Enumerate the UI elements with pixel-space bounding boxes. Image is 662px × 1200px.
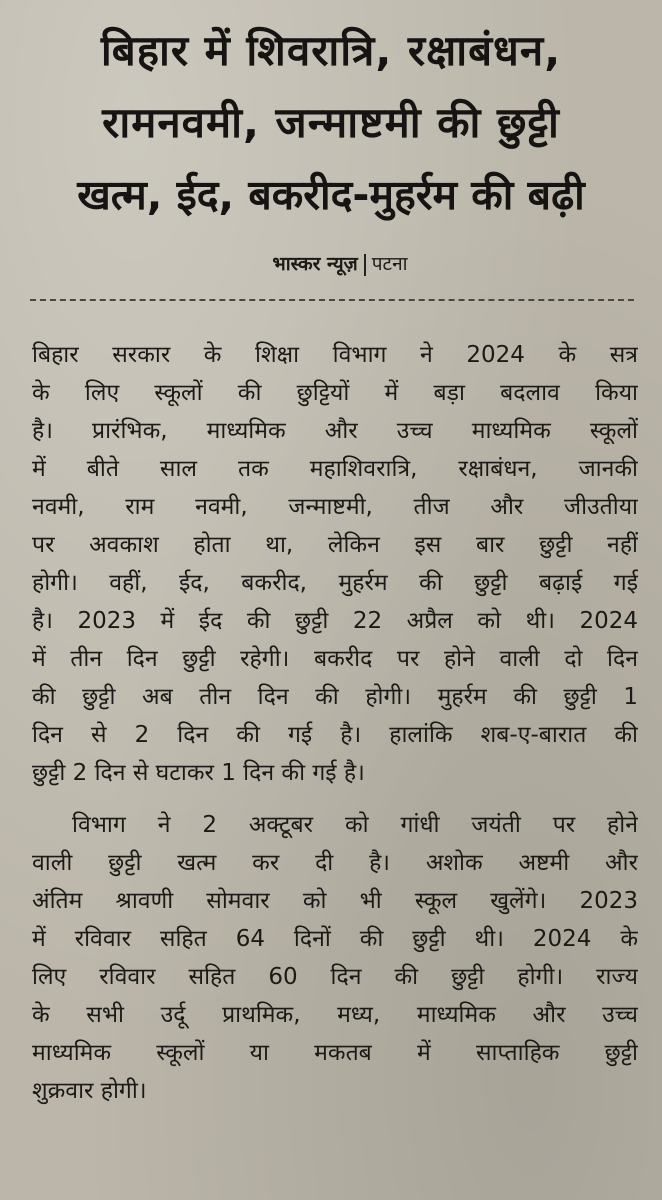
headline-line-1: बिहार में शिवरात्रि, रक्षाबंधन, bbox=[100, 26, 562, 75]
article-line: पर अवकाश होता था, लेकिन इस बार छुट्टी नहीं bbox=[32, 532, 638, 558]
article-line: के सभी उर्दू प्राथमिक, मध्य, माध्यमिक और उच्च bbox=[32, 1002, 638, 1028]
article-line: माध्यमिक स्कूलों या मकतब में साप्ताहिक छुट्टी bbox=[32, 1040, 638, 1066]
article-line: के लिए स्कूलों की छुट्टियों में बड़ा बदलाव किया bbox=[32, 380, 638, 406]
article-line: की छुट्टी अब तीन दिन की होगी। मुहर्रम की छुट्टी 1 bbox=[32, 684, 638, 710]
article-line: है। 2023 में ईद की छुट्टी 22 अप्रैल को थी। 2024 bbox=[32, 608, 638, 634]
headline-line-2: रामनवमी, जन्माष्टमी की छुट्टी bbox=[102, 98, 560, 147]
article-line: बिहार सरकार के शिक्षा विभाग ने 2024 के सत्र bbox=[32, 342, 638, 368]
article-line: छुट्टी 2 दिन से घटाकर 1 दिन की गई है। bbox=[32, 760, 365, 786]
byline-separator bbox=[364, 254, 366, 276]
article-line: दिन से 2 दिन की गई है। हालांकि शब-ए-बारात की bbox=[32, 722, 638, 748]
article-line: में रविवार सहित 64 दिनों की छुट्टी थी। 2024 के bbox=[32, 926, 638, 952]
byline-location: पटना bbox=[371, 253, 408, 275]
article-line: नवमी, राम नवमी, जन्माष्टमी, तीज और जीउतीया bbox=[32, 494, 638, 520]
article-line: विभाग ने 2 अक्टूबर को गांधी जयंती पर होने bbox=[72, 812, 638, 838]
article-line: है। प्रारंभिक, माध्यमिक और उच्च माध्यमिक स्कूलों bbox=[32, 418, 638, 444]
article-line: होगी। वहीं, ईद, बकरीद, मुहर्रम की छुट्टी बढ़ाई गई bbox=[32, 570, 638, 596]
article-line: वाली छुट्टी खत्म कर दी है। अशोक अष्टमी और bbox=[32, 850, 638, 876]
byline bbox=[210, 250, 470, 278]
dashed-divider bbox=[30, 299, 634, 301]
article-line: में बीते साल तक महाशिवरात्रि, रक्षाबंधन, जानकी bbox=[32, 456, 638, 482]
article-line: में तीन दिन छुट्टी रहेगी। बकरीद पर होने वाली दो दिन bbox=[32, 646, 638, 672]
article-line: अंतिम श्रावणी सोमवार को भी स्कूल खुलेंगे। 2023 bbox=[32, 888, 638, 914]
article-line: लिए रविवार सहित 60 दिन की छुट्टी होगी। राज्य bbox=[32, 964, 638, 990]
headline-line-3: खत्म, ईद, बकरीद-मुहर्रम की बढ़ी bbox=[77, 171, 585, 219]
article-line: शुक्रवार होगी। bbox=[32, 1078, 147, 1104]
byline-source: भास्कर न्यूज़ bbox=[272, 253, 358, 275]
